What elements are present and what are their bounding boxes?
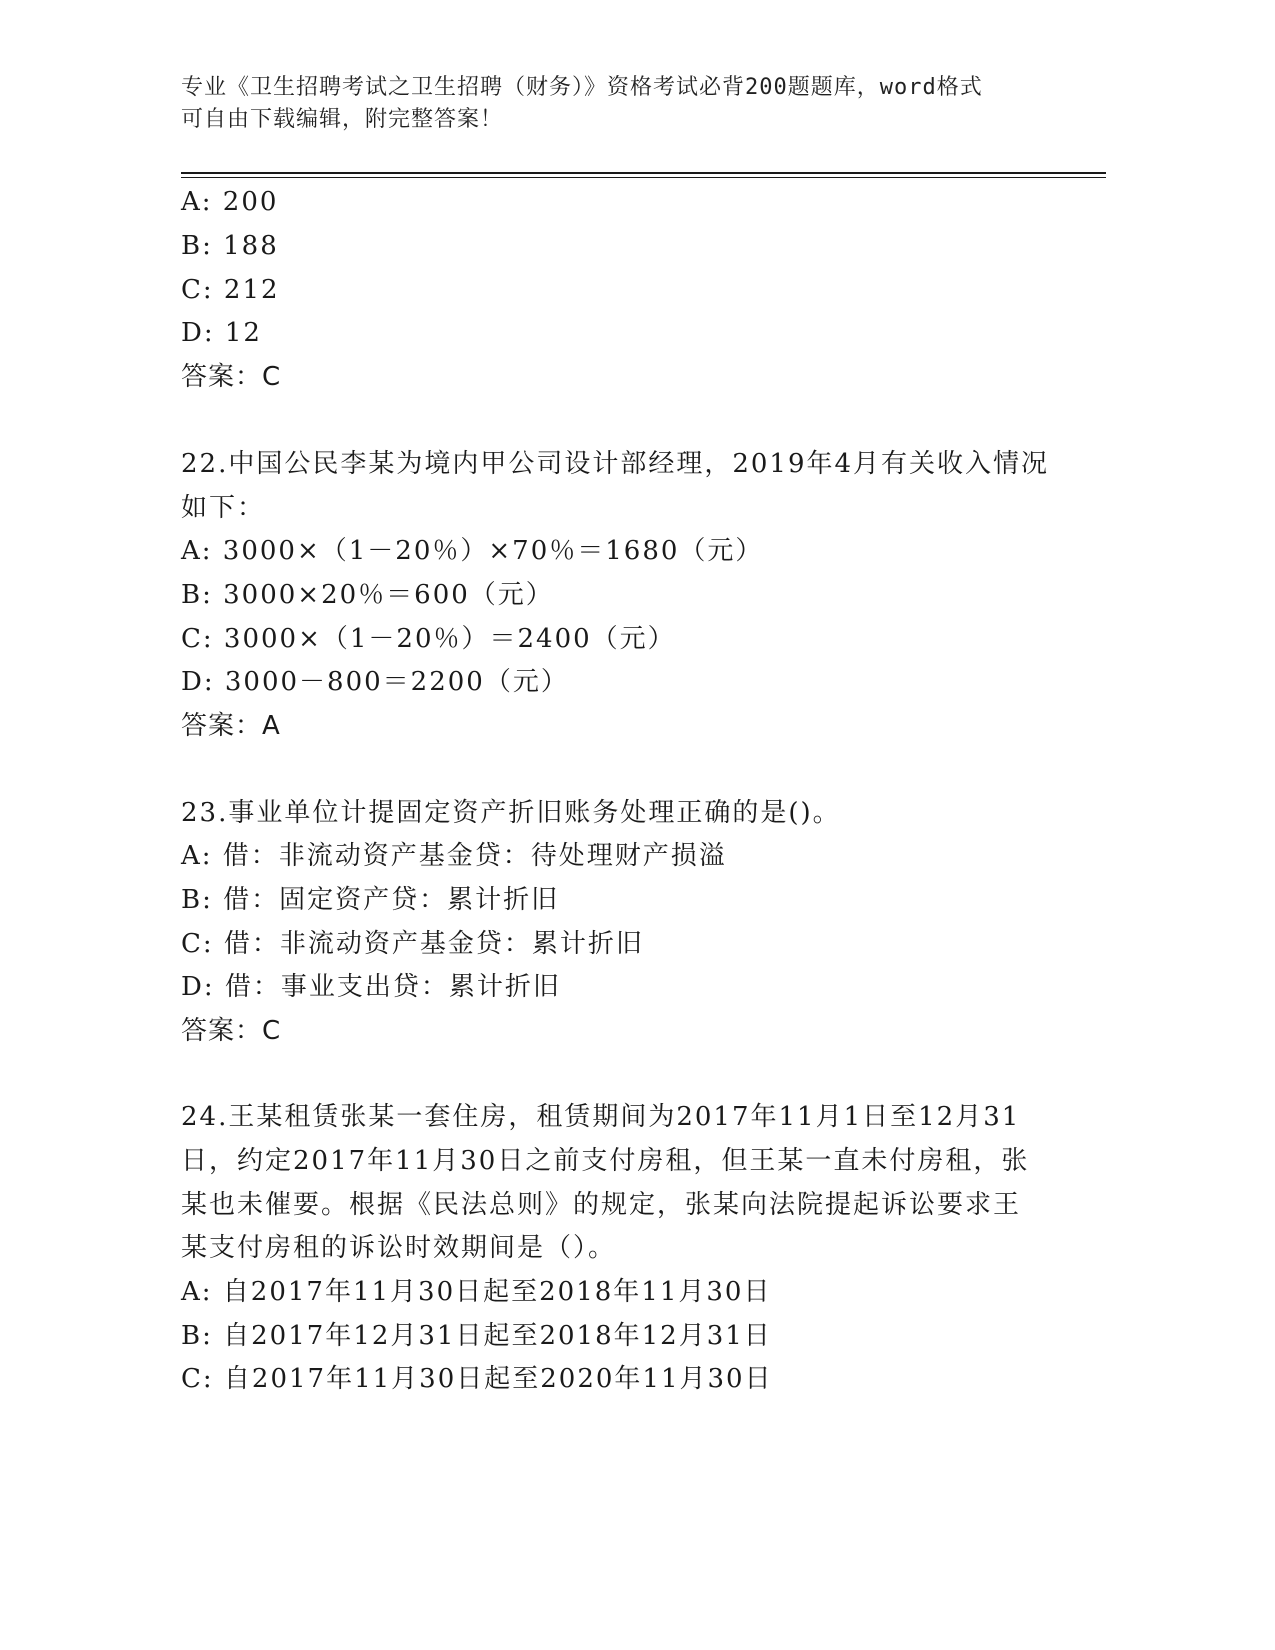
q23-option-c: C: 借：非流动资产基金贷：累计折旧 (181, 929, 644, 959)
q23-stem-line-1: 23.事业单位计提固定资产折旧账务处理正确的是()。 (181, 798, 841, 828)
q21-option-c: C: 212 (181, 275, 280, 305)
q22-option-a: A: 3000×（1－20％）×70％＝1680（元） (181, 536, 764, 566)
q24-option-b: B: 自2017年12月31日起至2018年12月31日 (181, 1321, 772, 1351)
q23-option-d: D: 借：事业支出贷：累计折旧 (181, 972, 561, 1002)
header-divider-thin (181, 177, 1106, 178)
header-divider-thick (181, 172, 1106, 174)
q22-option-d: D: 3000－800＝2200（元） (181, 667, 569, 697)
q24-stem-line-4: 某支付房租的诉讼时效期间是（）。 (181, 1233, 617, 1263)
q23-option-a: A: 借：非流动资产基金贷：待处理财产损溢 (181, 841, 727, 871)
header-title-line-1: 专业《卫生招聘考试之卫生招聘（财务）》资格考试必背200题题库，word格式 (181, 75, 983, 100)
q22-stem-line-1: 22.中国公民李某为境内甲公司设计部经理，2019年4月有关收入情况 (181, 449, 1050, 479)
q22-stem-line-2: 如下： (181, 493, 266, 523)
q24-stem-line-3: 某也未催要。根据《民法总则》的规定，张某向法院提起诉讼要求王 (181, 1190, 1022, 1220)
q21-answer: 答案：C (181, 362, 282, 392)
q23-answer: 答案：C (181, 1016, 282, 1046)
q23-option-b: B: 借：固定资产贷：累计折旧 (181, 885, 560, 915)
q21-option-d: D: 12 (181, 318, 262, 348)
q22-option-b: B: 3000×20％＝600（元） (181, 580, 554, 610)
q24-stem-line-1: 24.王某租赁张某一套住房，租赁期间为2017年11月1日至12月31 (181, 1102, 1021, 1132)
q21-option-b: B: 188 (181, 231, 279, 261)
header-title-line-2: 可自由下载编辑，附完整答案！ (181, 107, 504, 132)
document-header (181, 72, 1061, 136)
q24-option-c: C: 自2017年11月30日起至2020年11月30日 (181, 1364, 773, 1394)
q22-answer: 答案：A (181, 711, 281, 741)
q22-option-c: C: 3000×（1－20％）＝2400（元） (181, 624, 676, 654)
q24-stem-line-2: 日，约定2017年11月30日之前支付房租，但王某一直未付房租，张 (181, 1146, 1030, 1176)
q24-option-a: A: 自2017年11月30日起至2018年11月30日 (181, 1277, 772, 1307)
q21-option-a: A: 200 (181, 187, 279, 217)
